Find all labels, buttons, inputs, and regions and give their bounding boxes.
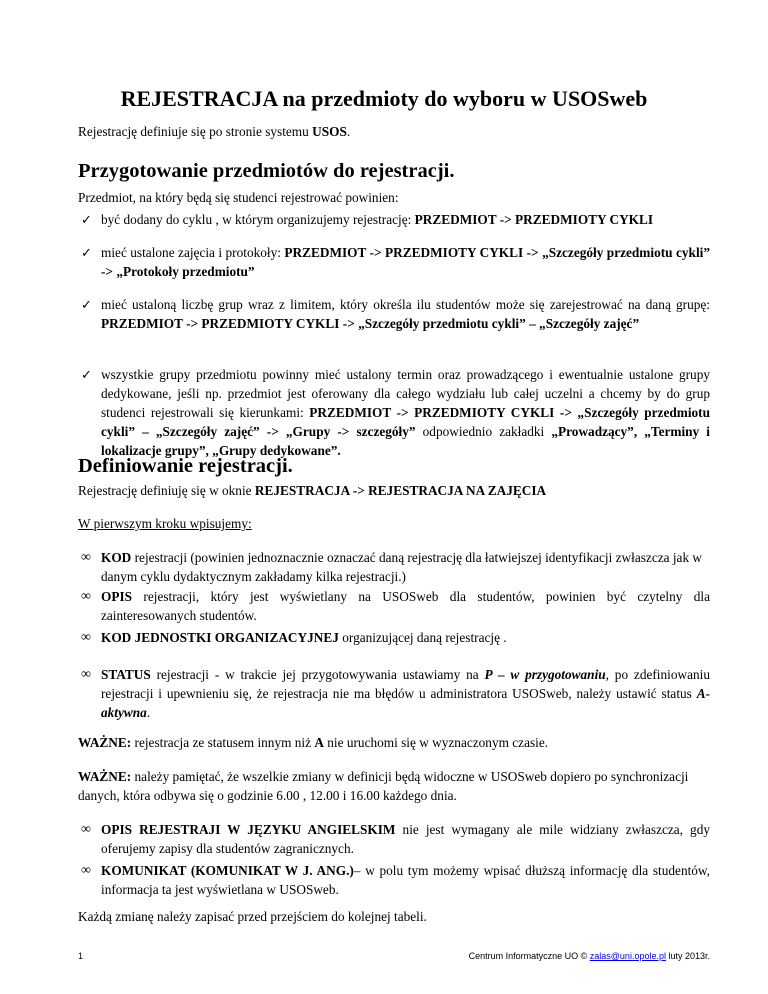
step-heading: W pierwszym kroku wpisujemy: xyxy=(78,516,252,531)
status-p: P – w przygotowaniu xyxy=(484,667,606,682)
item-path: PRZEDMIOT -> PRZEDMIOTY CYKLI xyxy=(414,212,654,227)
checklist-item xyxy=(78,365,710,460)
field-name: KOMUNIKAT (KOMUNIKAT W J. ANG.) xyxy=(101,863,354,878)
infinity-bullet-icon: ∞ xyxy=(81,550,91,565)
checklist-item xyxy=(78,243,710,281)
item-text: być dodany do cyklu , w którym organizujemy rejestrację: xyxy=(101,212,415,227)
infinity-bullet-icon: ∞ xyxy=(81,863,91,878)
field-item xyxy=(78,548,710,586)
field-description: . xyxy=(146,705,151,720)
field-name: OPIS xyxy=(101,589,133,604)
note-important-1 xyxy=(78,733,710,752)
infinity-bullet-icon: ∞ xyxy=(81,667,91,682)
email-link[interactable]: zalas@uni.opole.pl xyxy=(589,951,666,961)
field-description: rejestracji (powinien jednoznacznie oznaczać daną rejestrację dla łatwiejszej identyfikacji zwłaszcza jak w danym cyklu dydaktycznym zakładamy kilka rejestracji.) xyxy=(101,550,703,584)
infinity-bullet-icon: ∞ xyxy=(81,630,91,645)
checkmark-icon: ✓ xyxy=(81,245,92,260)
item-tabs: „Prowadzący”, „Terminy i lokalizacje grupy”, „Grupy dedykowane”. xyxy=(101,424,710,458)
note-label: WAŻNE: xyxy=(78,735,132,750)
field-name: KOD xyxy=(101,550,132,565)
lead-path: REJESTRACJA -> REJESTRACJA NA ZAJĘCIA xyxy=(254,483,547,498)
field-name: STATUS xyxy=(101,667,151,682)
note-text: nie uruchomi się w wyznaczonym czasie. xyxy=(323,735,549,750)
checkmark-icon: ✓ xyxy=(81,367,92,382)
checklist-item xyxy=(78,295,710,333)
credit-date: luty 2013r. xyxy=(665,951,710,961)
checklist-item xyxy=(78,210,710,229)
note-text: rejestracja ze statusem innym niż xyxy=(131,735,315,750)
item-text: wszystkie grupy przedmiotu powinny mieć ustalony termin oraz prowadzącego i ewentualnie ustalone grupy dedykowane, jeśli np. przedmiot jest oferowany dla całego wydziału lub całej uczelni a chcemy by do grup studenci rejestrowali się kierunkami: xyxy=(101,367,710,420)
section2-heading: Definiowanie rejestracji. xyxy=(78,455,293,477)
field-description: organizującej daną rejestrację . xyxy=(338,630,507,645)
note-label: WAŻNE: xyxy=(78,769,132,784)
field-item xyxy=(78,861,710,899)
field-item xyxy=(78,820,710,858)
checkmark-icon: ✓ xyxy=(81,297,92,312)
section2-lead xyxy=(78,481,710,500)
intro-paragraph xyxy=(78,122,710,141)
item-path: PRZEDMIOT -> PRZEDMIOTY CYKLI -> „Szczegóły przedmiotu cykli” – „Szczegóły zajęć” -> „Grupy -> szczegóły” xyxy=(101,405,710,439)
field-item xyxy=(78,587,710,625)
page-number: 1 xyxy=(78,951,84,961)
infinity-bullet-icon: ∞ xyxy=(81,822,91,837)
note-important-2 xyxy=(78,767,710,805)
field-item xyxy=(78,628,710,647)
checkmark-icon: ✓ xyxy=(81,212,92,227)
footer-credit xyxy=(469,951,710,961)
intro-period: . xyxy=(346,124,351,139)
field-name: KOD JEDNOSTKI ORGANIZACYJNEJ xyxy=(101,630,339,645)
field-description: , po zdefiniowaniu rejestracji i upewnieniu się, że rejestracja nie ma błędów u administratora USOSweb, należy ustawić status xyxy=(101,667,710,701)
field-description: nie jest wymagany ale mile widziany zwłaszcza, gdy oferujemy zapisy dla studentów zagranicznych. xyxy=(101,822,710,856)
infinity-bullet-icon: ∞ xyxy=(81,589,91,604)
intro-usos: USOS xyxy=(312,124,347,139)
section1-heading: Przygotowanie przedmiotów do rejestracji. xyxy=(78,160,455,182)
note-text: należy pamiętać, że wszelkie zmiany w definicji będą widoczne w USOSweb dopiero po synchronizacji danych, która odbywa się o godzinie 6.00 , 12.00 i 16.00 każdego dnia. xyxy=(78,769,689,803)
status-a: A- aktywna xyxy=(101,686,710,720)
item-text: odpowiednio zakładki xyxy=(415,424,552,439)
item-path: PRZEDMIOT -> PRZEDMIOTY CYKLI -> „Szczegóły przedmiotu cykli” -> „Protokoły przedmiotu” xyxy=(101,245,710,279)
field-name: OPIS REJESTRAJI W JĘZYKU ANGIELSKIM xyxy=(101,822,396,837)
closing-paragraph: Każdą zmianę należy zapisać przed przejściem do kolejnej tabeli. xyxy=(78,909,427,924)
section1-lead: Przedmiot, na który będą się studenci rejestrować powinien: xyxy=(78,190,399,205)
field-description: – w polu tym możemy wpisać dłuższą informację dla studentów, informacja ta jest wyświetlana w USOSweb. xyxy=(101,863,710,897)
field-description: rejestracji - w trakcie jej przygotowywania ustawiamy na xyxy=(150,667,485,682)
item-text: mieć ustalone zajęcia i protokoły: xyxy=(101,245,285,260)
credit-text: Centrum Informatyczne UO © xyxy=(468,951,590,961)
field-item xyxy=(78,665,710,722)
lead-text: Rejestrację definiuję się w oknie xyxy=(78,483,255,498)
note-status: A xyxy=(314,735,324,750)
field-description: rejestracji, który jest wyświetlany na USOSweb dla studentów, powinien być czytelny dla zainteresowanych studentów. xyxy=(101,589,710,623)
item-path: PRZEDMIOT -> PRZEDMIOTY CYKLI -> „Szczegóły przedmiotu cykli” – „Szczegóły zajęć” xyxy=(101,316,640,331)
page-title: REJESTRACJA na przedmioty do wyboru w USOSweb xyxy=(120,86,648,111)
item-text: mieć ustaloną liczbę grup wraz z limitem, który określa ilu studentów może się zarejestrować na daną grupę: xyxy=(101,297,710,312)
intro-text: Rejestrację definiuje się po stronie systemu xyxy=(78,124,313,139)
